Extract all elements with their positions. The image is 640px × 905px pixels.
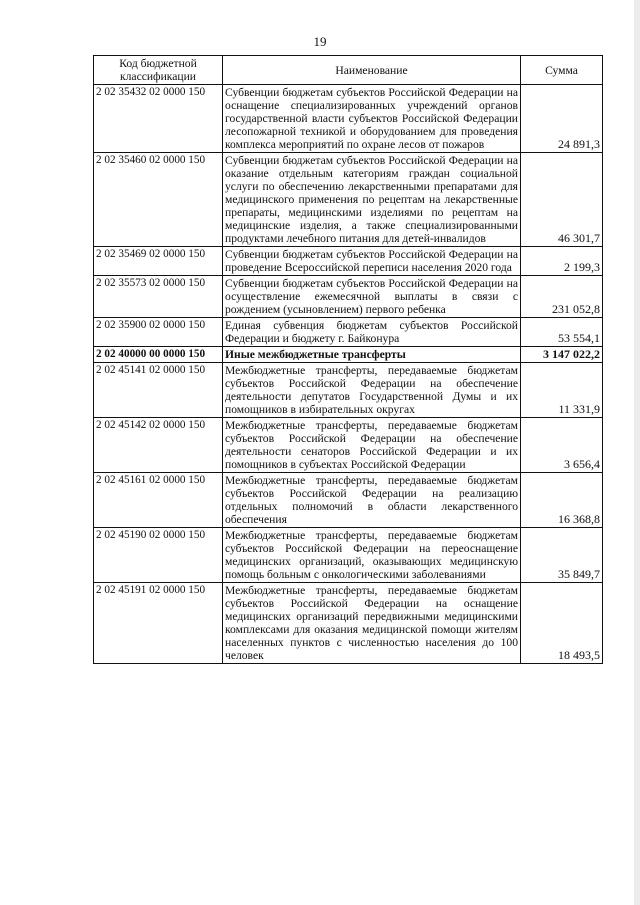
sum-cell: 46 301,7 bbox=[521, 153, 603, 247]
table-row bbox=[94, 247, 603, 276]
name-cell: Субвенции бюджетам субъектов Российской Федерации на осуществление ежемесячной выплаты в связи с рождением (усыновлением) первого ребенка bbox=[223, 276, 521, 318]
name-cell: Межбюджетные трансферты, передаваемые бюджетам субъектов Российской Федерации на реализацию отдельных полномочий в области лекарственного обеспечения bbox=[223, 473, 521, 528]
sum-cell: 35 849,7 bbox=[521, 528, 603, 583]
sum-cell: 3 656,4 bbox=[521, 418, 603, 473]
budget-table bbox=[93, 55, 603, 664]
table-row bbox=[94, 583, 603, 664]
page-edge-shadow bbox=[634, 0, 640, 905]
name-cell: Межбюджетные трансферты, передаваемые бюджетам субъектов Российской Федерации на переоснащение медицинских организаций, оказывающих медицинскую помощь больным с онкологическими заболеваниями bbox=[223, 528, 521, 583]
name-cell: Межбюджетные трансферты, передаваемые бюджетам субъектов Российской Федерации на оснащение медицинских организаций передвижными медицинскими комплексами для оказания медицинской помощи жителям населенных пунктов с численностью населения до 100 человек bbox=[223, 583, 521, 664]
sum-cell: 2 199,3 bbox=[521, 247, 603, 276]
name-cell: Иные межбюджетные трансферты bbox=[223, 347, 521, 363]
table-row bbox=[94, 528, 603, 583]
sum-cell: 3 147 022,2 bbox=[521, 347, 603, 363]
code-cell: 2 02 40000 00 0000 150 bbox=[94, 347, 223, 363]
header-name: Наименование bbox=[223, 56, 521, 85]
name-cell: Межбюджетные трансферты, передаваемые бюджетам субъектов Российской Федерации на обеспечение деятельности сенаторов Российской Федерации и их помощников в субъектах Российской Федерации bbox=[223, 418, 521, 473]
table-row bbox=[94, 318, 603, 347]
table-row bbox=[94, 473, 603, 528]
table-row bbox=[94, 153, 603, 247]
code-cell: 2 02 35573 02 0000 150 bbox=[94, 276, 223, 318]
code-cell: 2 02 45141 02 0000 150 bbox=[94, 363, 223, 418]
code-cell: 2 02 35432 02 0000 150 bbox=[94, 85, 223, 153]
code-cell: 2 02 35469 02 0000 150 bbox=[94, 247, 223, 276]
table-row bbox=[94, 347, 603, 363]
sum-cell: 11 331,9 bbox=[521, 363, 603, 418]
table-row bbox=[94, 85, 603, 153]
sum-cell: 53 554,1 bbox=[521, 318, 603, 347]
name-cell: Единая субвенция бюджетам субъектов Российской Федерации и бюджету г. Байконура bbox=[223, 318, 521, 347]
sum-cell: 24 891,3 bbox=[521, 85, 603, 153]
header-code: Код бюджетной классификации bbox=[94, 56, 223, 85]
name-cell: Межбюджетные трансферты, передаваемые бюджетам субъектов Российской Федерации на обеспечение деятельности депутатов Государственной Думы и их помощников в избирательных округах bbox=[223, 363, 521, 418]
code-cell: 2 02 45190 02 0000 150 bbox=[94, 528, 223, 583]
table-row bbox=[94, 363, 603, 418]
table-row bbox=[94, 418, 603, 473]
code-cell: 2 02 35900 02 0000 150 bbox=[94, 318, 223, 347]
code-cell: 2 02 45191 02 0000 150 bbox=[94, 583, 223, 664]
code-cell: 2 02 45142 02 0000 150 bbox=[94, 418, 223, 473]
sum-cell: 16 368,8 bbox=[521, 473, 603, 528]
table-header-row bbox=[94, 56, 603, 85]
header-sum: Сумма bbox=[521, 56, 603, 85]
table-row bbox=[94, 276, 603, 318]
page-number: 19 bbox=[313, 34, 327, 49]
name-cell: Субвенции бюджетам субъектов Российской Федерации на оказание отдельным категориям граждан социальной услуги по обеспечению лекарственными препаратами для медицинского применения по рецептам на лекарственные препараты, медицинскими изделиями по рецептам на медицинские изделия, а также специализированными продуктами лечебного питания для детей-инвалидов bbox=[223, 153, 521, 247]
name-cell: Субвенции бюджетам субъектов Российской Федерации на оснащение специализированных учреждений органов государственной власти субъектов Российской Федерации лесопожарной техникой и оборудованием для проведения комплекса мероприятий по охране лесов от пожаров bbox=[223, 85, 521, 153]
code-cell: 2 02 35460 02 0000 150 bbox=[94, 153, 223, 247]
code-cell: 2 02 45161 02 0000 150 bbox=[94, 473, 223, 528]
name-cell: Субвенции бюджетам субъектов Российской Федерации на проведение Всероссийской переписи населения 2020 года bbox=[223, 247, 521, 276]
sum-cell: 231 052,8 bbox=[521, 276, 603, 318]
sum-cell: 18 493,5 bbox=[521, 583, 603, 664]
